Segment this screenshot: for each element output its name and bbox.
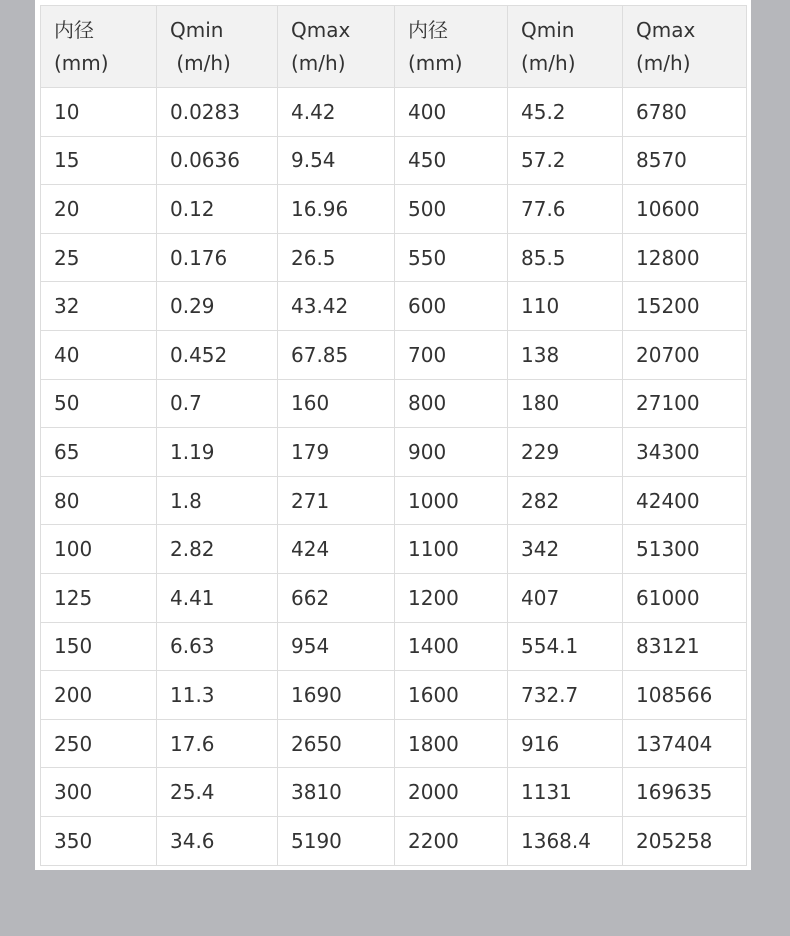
table-row xyxy=(41,185,747,234)
cell-inner-diameter-2: 2200 xyxy=(395,816,508,865)
header-inner-diameter: 内径 (mm) xyxy=(41,6,157,88)
cell-qmax: 954 xyxy=(278,622,395,671)
cell-qmin: 17.6 xyxy=(157,719,278,768)
cell-qmin: 0.7 xyxy=(157,379,278,428)
cell-qmin-2: 1131 xyxy=(508,768,623,817)
cell-qmax-2: 108566 xyxy=(623,671,747,720)
cell-inner-diameter-2: 450 xyxy=(395,136,508,185)
cell-inner-diameter-2: 900 xyxy=(395,428,508,477)
cell-qmax: 1690 xyxy=(278,671,395,720)
cell-inner-diameter: 300 xyxy=(41,768,157,817)
cell-qmax-2: 137404 xyxy=(623,719,747,768)
cell-qmax: 26.5 xyxy=(278,233,395,282)
cell-qmin-2: 77.6 xyxy=(508,185,623,234)
cell-qmin: 25.4 xyxy=(157,768,278,817)
cell-qmin: 0.452 xyxy=(157,330,278,379)
cell-inner-diameter: 80 xyxy=(41,476,157,525)
table-row xyxy=(41,428,747,477)
table-row xyxy=(41,330,747,379)
header-qmin-2: Qmin (m/h) xyxy=(508,6,623,88)
cell-inner-diameter: 10 xyxy=(41,88,157,137)
cell-qmax-2: 20700 xyxy=(623,330,747,379)
cell-qmin-2: 229 xyxy=(508,428,623,477)
cell-qmax: 67.85 xyxy=(278,330,395,379)
cell-qmax-2: 8570 xyxy=(623,136,747,185)
table-row xyxy=(41,379,747,428)
cell-qmin: 0.0283 xyxy=(157,88,278,137)
cell-inner-diameter: 15 xyxy=(41,136,157,185)
cell-inner-diameter-2: 500 xyxy=(395,185,508,234)
cell-qmax: 2650 xyxy=(278,719,395,768)
cell-qmax: 4.42 xyxy=(278,88,395,137)
cell-qmin-2: 1368.4 xyxy=(508,816,623,865)
cell-qmin-2: 407 xyxy=(508,573,623,622)
header-qmax: Qmax (m/h) xyxy=(278,6,395,88)
cell-inner-diameter-2: 1000 xyxy=(395,476,508,525)
cell-qmax-2: 12800 xyxy=(623,233,747,282)
cell-inner-diameter-2: 600 xyxy=(395,282,508,331)
cell-qmax-2: 6780 xyxy=(623,88,747,137)
cell-inner-diameter-2: 1200 xyxy=(395,573,508,622)
cell-qmin: 0.29 xyxy=(157,282,278,331)
cell-qmin: 11.3 xyxy=(157,671,278,720)
cell-qmin-2: 180 xyxy=(508,379,623,428)
table-row xyxy=(41,525,747,574)
cell-qmax-2: 61000 xyxy=(623,573,747,622)
cell-qmin-2: 282 xyxy=(508,476,623,525)
cell-qmax: 424 xyxy=(278,525,395,574)
cell-qmax-2: 42400 xyxy=(623,476,747,525)
cell-qmax-2: 15200 xyxy=(623,282,747,331)
cell-qmax-2: 34300 xyxy=(623,428,747,477)
cell-qmax: 662 xyxy=(278,573,395,622)
cell-qmax-2: 169635 xyxy=(623,768,747,817)
cell-qmax: 43.42 xyxy=(278,282,395,331)
cell-qmin: 4.41 xyxy=(157,573,278,622)
cell-qmax: 179 xyxy=(278,428,395,477)
cell-qmin-2: 138 xyxy=(508,330,623,379)
cell-inner-diameter-2: 2000 xyxy=(395,768,508,817)
table-card xyxy=(35,0,751,870)
cell-inner-diameter: 65 xyxy=(41,428,157,477)
table-row xyxy=(41,233,747,282)
cell-qmax: 9.54 xyxy=(278,136,395,185)
cell-inner-diameter: 250 xyxy=(41,719,157,768)
cell-inner-diameter: 25 xyxy=(41,233,157,282)
table-row xyxy=(41,282,747,331)
cell-qmax: 5190 xyxy=(278,816,395,865)
table-row xyxy=(41,476,747,525)
cell-qmin: 0.12 xyxy=(157,185,278,234)
cell-inner-diameter-2: 400 xyxy=(395,88,508,137)
cell-inner-diameter: 350 xyxy=(41,816,157,865)
cell-inner-diameter: 32 xyxy=(41,282,157,331)
table-row xyxy=(41,671,747,720)
cell-inner-diameter-2: 550 xyxy=(395,233,508,282)
cell-qmin-2: 732.7 xyxy=(508,671,623,720)
cell-inner-diameter-2: 800 xyxy=(395,379,508,428)
table-row xyxy=(41,719,747,768)
cell-qmin-2: 110 xyxy=(508,282,623,331)
cell-qmin: 0.0636 xyxy=(157,136,278,185)
cell-qmin-2: 342 xyxy=(508,525,623,574)
cell-inner-diameter: 150 xyxy=(41,622,157,671)
cell-qmax: 16.96 xyxy=(278,185,395,234)
table-row xyxy=(41,622,747,671)
header-row xyxy=(41,6,747,88)
header-qmin: Qmin (m/h) xyxy=(157,6,278,88)
table-row xyxy=(41,816,747,865)
header-qmax-2: Qmax (m/h) xyxy=(623,6,747,88)
cell-qmax: 271 xyxy=(278,476,395,525)
cell-qmin: 1.8 xyxy=(157,476,278,525)
cell-qmax-2: 51300 xyxy=(623,525,747,574)
table-row xyxy=(41,573,747,622)
cell-qmax-2: 205258 xyxy=(623,816,747,865)
cell-qmin: 6.63 xyxy=(157,622,278,671)
cell-qmax-2: 27100 xyxy=(623,379,747,428)
cell-qmax-2: 10600 xyxy=(623,185,747,234)
cell-qmax: 160 xyxy=(278,379,395,428)
cell-qmin: 1.19 xyxy=(157,428,278,477)
table-row xyxy=(41,768,747,817)
cell-inner-diameter: 50 xyxy=(41,379,157,428)
cell-inner-diameter-2: 1800 xyxy=(395,719,508,768)
cell-qmin-2: 85.5 xyxy=(508,233,623,282)
cell-qmin: 2.82 xyxy=(157,525,278,574)
cell-qmin-2: 45.2 xyxy=(508,88,623,137)
cell-inner-diameter: 40 xyxy=(41,330,157,379)
cell-inner-diameter-2: 700 xyxy=(395,330,508,379)
cell-inner-diameter: 200 xyxy=(41,671,157,720)
cell-qmin-2: 554.1 xyxy=(508,622,623,671)
cell-inner-diameter: 100 xyxy=(41,525,157,574)
flow-rate-table xyxy=(40,5,747,866)
table-row xyxy=(41,88,747,137)
cell-inner-diameter: 20 xyxy=(41,185,157,234)
header-inner-diameter-2: 内径 (mm) xyxy=(395,6,508,88)
cell-qmin-2: 57.2 xyxy=(508,136,623,185)
table-row xyxy=(41,136,747,185)
cell-qmin: 0.176 xyxy=(157,233,278,282)
cell-inner-diameter: 125 xyxy=(41,573,157,622)
cell-inner-diameter-2: 1600 xyxy=(395,671,508,720)
cell-qmin-2: 916 xyxy=(508,719,623,768)
cell-inner-diameter-2: 1100 xyxy=(395,525,508,574)
cell-qmax: 3810 xyxy=(278,768,395,817)
cell-inner-diameter-2: 1400 xyxy=(395,622,508,671)
cell-qmax-2: 83121 xyxy=(623,622,747,671)
cell-qmin: 34.6 xyxy=(157,816,278,865)
